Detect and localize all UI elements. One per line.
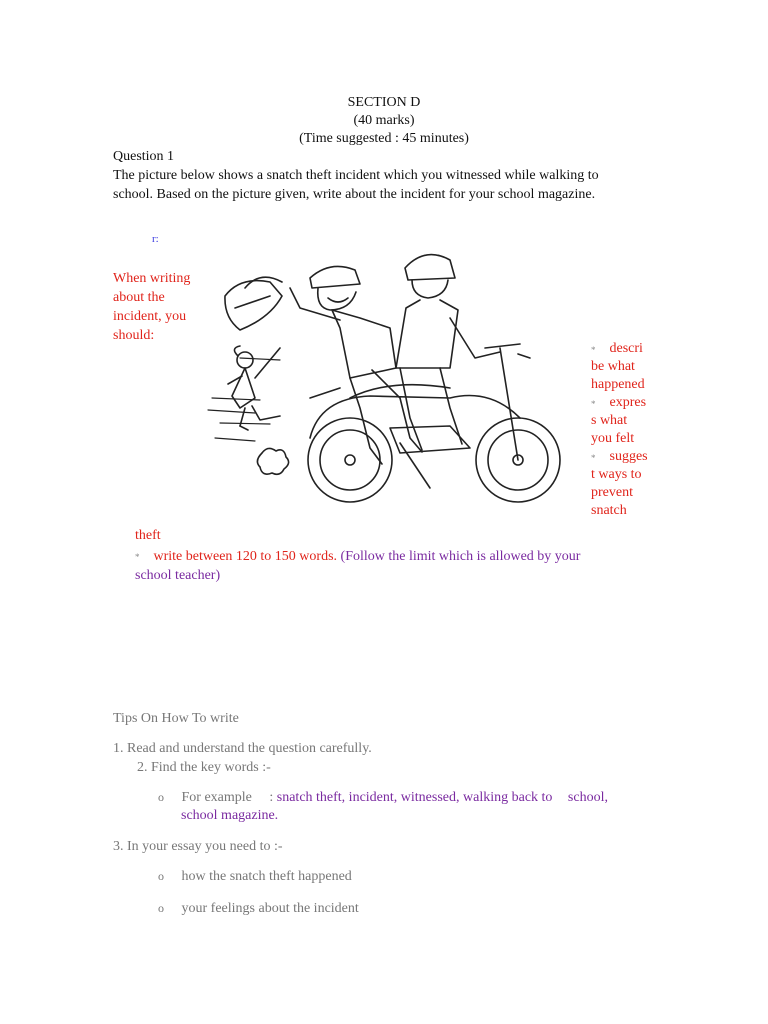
- bullet-line: be what: [591, 359, 635, 374]
- marks-label: (40 marks): [353, 113, 415, 128]
- right-bullet-list: [591, 340, 671, 520]
- word-limit-purple-2: school teacher): [135, 568, 221, 583]
- example-words-school: school,: [567, 790, 608, 805]
- tips-example: [158, 788, 658, 807]
- star-icon: *: [591, 453, 596, 463]
- bullet-line: you felt: [591, 431, 635, 446]
- example-label: For example: [181, 790, 252, 805]
- driver-figure-icon: [396, 255, 500, 450]
- motorcycle-snatch-theft-illustration: [200, 248, 570, 510]
- bullet-line: snatch: [591, 503, 627, 518]
- star-icon: *: [591, 345, 596, 355]
- tips-sub-2: o your feelings about the incident: [158, 901, 359, 916]
- tips-sub-1: o how the snatch theft happened: [158, 869, 352, 884]
- star-icon: *: [135, 552, 140, 562]
- tips-item-3: 3. In your essay you need to :-: [113, 839, 283, 854]
- section-title: SECTION D: [347, 95, 421, 110]
- word-limit-purple: (Follow the limit which is allowed by your: [340, 549, 581, 564]
- example-words: snatch theft, incident, witnessed, walking back to: [276, 790, 553, 805]
- bullet-line: s what: [591, 413, 628, 428]
- left-note: [113, 269, 213, 345]
- left-note-line: incident, you: [113, 309, 187, 324]
- left-note-line: When writing: [113, 271, 191, 286]
- example-colon: :: [269, 790, 274, 805]
- word-limit-note: [135, 547, 655, 566]
- star-icon: *: [591, 399, 596, 409]
- bullet-line: prevent: [591, 485, 633, 500]
- tips-item-1: 1. Read and understand the question carefully.: [113, 741, 372, 756]
- handbag-icon: [225, 277, 282, 330]
- bullet-o-icon: o: [158, 901, 164, 915]
- tips-title: Tips On How To write: [113, 711, 239, 726]
- question-line-2: school. Based on the picture given, write about the incident for your school magazine.: [113, 187, 596, 202]
- left-note-line: should:: [113, 328, 155, 343]
- bullet-suggest: * sugges: [591, 449, 648, 464]
- bullet-express: * expres: [591, 395, 647, 410]
- bullet-describe: * descri: [591, 341, 643, 356]
- question-line-1: The picture below shows a snatch theft incident which you witnessed while walking to: [113, 168, 599, 183]
- thief-figure-icon: [290, 266, 422, 464]
- theft-continuation: theft: [135, 528, 161, 543]
- example-words-magazine: school magazine.: [181, 808, 279, 823]
- question-label: Question 1: [113, 149, 175, 164]
- time-suggested: (Time suggested : 45 minutes): [299, 131, 469, 146]
- word-limit-red: write between 120 to 150 words.: [153, 549, 338, 564]
- marker-symbol: r:: [152, 233, 159, 245]
- flower-icon: [257, 448, 288, 474]
- bullet-line: happened: [591, 377, 645, 392]
- bullet-o-icon: o: [158, 869, 164, 883]
- tips-item-2: 2. Find the key words :-: [137, 760, 271, 775]
- bullet-o-icon: o: [158, 790, 164, 804]
- left-note-line: about the: [113, 290, 165, 305]
- bullet-line: t ways to: [591, 467, 642, 482]
